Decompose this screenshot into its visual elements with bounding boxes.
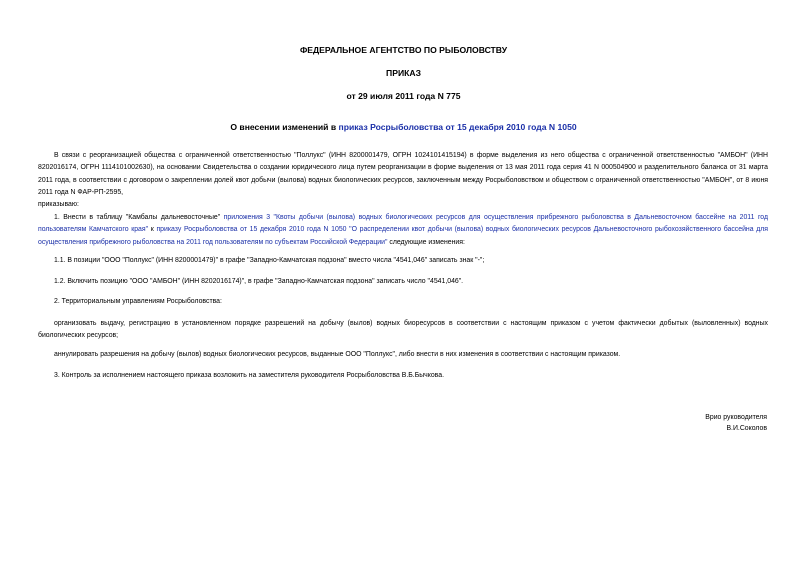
item-2-a: организовать выдачу, регистрацию в установленном порядке разрешений на добычу (вылов) водных биоресурсов в соответствии с настоящим приказом с учетом фактически добытых (выловленных) водных биологических ресурсов;	[38, 320, 768, 340]
title-order-link[interactable]: приказ Росрыболовства от 15 декабря 2010 года N 1050	[338, 122, 577, 132]
order-1050-link[interactable]: приказу Росрыболовства от 15 декабря 2010 года N 1050 "О распределении квот добычи (вылова) водных биологических ресурсов Дальневосточного рыбохозяйственного бассейна для осуществления прибрежного рыболовства на 2011 год пользователям по субъектам Российской Федерации"	[38, 226, 768, 246]
preamble-paragraph: В связи с реорганизацией общества с ограниченной ответственностью "Поллукс" (ИНН 8200001479, ОГРН 1024101415194) в форме выделения из него общества с ограниченной ответственностью "АМБОН" (ИНН 8202016174, ОГРН 1114101002630), на основании Свидетельства о создании юридического лица путем реорганизации в форме выделения от 13 мая 2011 года серия 41 N 000504900 и разделительного баланса от 31 марта 2011 года, в соответствии с договором о закреплении долей квот добычи (вылова) водных биологических ресурсов, заключенным между Росрыболовством и обществом с ограниченной ответственностью "АМБОН", от 8 июня 2011 года N ФАР-РП-2595,	[38, 152, 768, 196]
item-2-b: аннулировать разрешения на добычу (вылов) водных биологических ресурсов, выданные ООО "Поллукс", либо внести в них изменения в соответствии с настоящим приказом.	[54, 351, 621, 358]
item-1-text-b: к	[148, 226, 157, 234]
signature-position: Врио руководителя	[705, 414, 767, 421]
item-2: 2. Территориальным управлениям Росрыболовства:	[54, 298, 222, 305]
item-1-1: 1.1. В позиции "ООО "Поллукс" (ИНН 8200001479)" в графе "Западно-Камчатская подзона" вместо числа "4541,046" записать знак "-";	[54, 257, 485, 264]
agency-title: ФЕДЕРАЛЬНОЕ АГЕНТСТВО ПО РЫБОЛОВСТВУ	[299, 45, 508, 55]
item-1-paragraph	[38, 212, 768, 249]
item-1-text-c: следующие изменения:	[387, 238, 465, 246]
doc-type-title: ПРИКАЗ	[386, 68, 421, 78]
item-1-2: 1.2. Включить позицию "ООО "АМБОН" (ИНН 8202016174)", в графе "Западно-Камчатская подзона" записать число "4541,046".	[54, 278, 464, 285]
item-3: 3. Контроль за исполнением настоящего приказа возложить на заместителя руководителя Росрыболовства В.Б.Бычкова.	[54, 372, 445, 379]
doc-title	[0, 122, 807, 133]
item-1-text-a: 1. Внести в таблицу "Камбалы дальневосточные"	[54, 214, 224, 221]
doc-title-prefix: О внесении изменений в	[230, 122, 339, 132]
signature-name: В.И.Соколов	[726, 425, 767, 432]
order-word: приказываю:	[38, 201, 79, 208]
appendix-3-link[interactable]: приложения 3 "Квоты добычи (вылова) водных биологических ресурсов для осуществления прибрежного рыболовства в Дальневосточном бассейне на 2011 год пользователям Камчатского края"	[38, 214, 769, 234]
doc-date-number: от 29 июля 2011 года N 775	[346, 91, 461, 101]
